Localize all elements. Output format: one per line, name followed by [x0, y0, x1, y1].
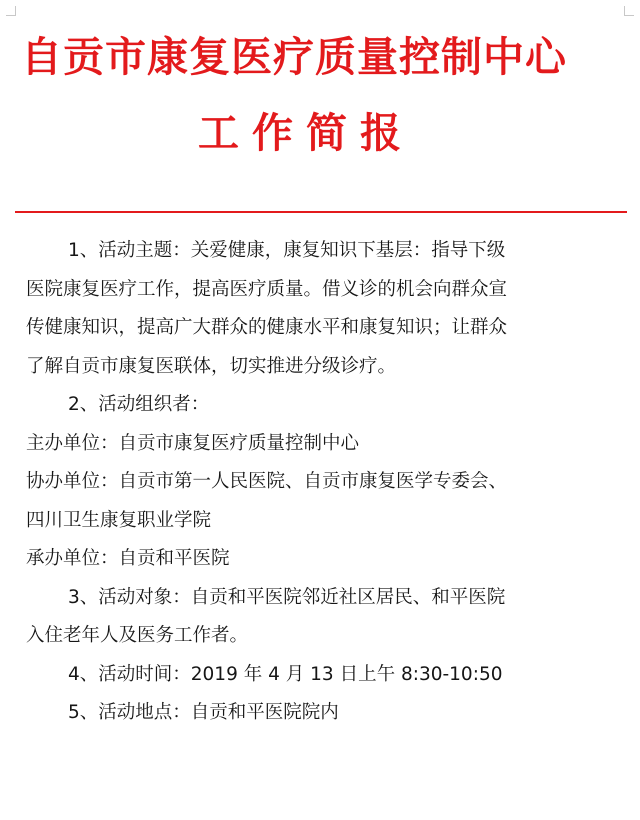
activity-theme-line: 传健康知识，提高广大群众的健康水平和康复知识；让群众	[26, 317, 508, 338]
crop-mark-top-left-icon	[6, 6, 16, 16]
co-host-line: 协办单位：自贡市第一人民医院、自贡市康复医学专委会、	[26, 471, 508, 492]
co-host-line: 四川卫生康复职业学院	[26, 509, 212, 531]
bulletin-body	[26, 232, 610, 733]
report-title-organization: 自贡市康复医疗质量控制中心	[21, 33, 567, 81]
crop-mark-top-right-icon	[624, 6, 634, 16]
undertaker-unit-line: 承办单位：自贡和平医院	[26, 548, 230, 569]
activity-time-line: 4、活动时间：2019 年 4 月 13 日上午 8:30-10:50	[68, 663, 503, 685]
co-host-paragraph	[26, 463, 610, 540]
report-title-bulletin: 工作简报	[198, 109, 414, 157]
activity-theme-paragraph	[26, 232, 610, 386]
host-unit-line: 主办单位：自贡市康复医疗质量控制中心	[26, 432, 360, 454]
audience-line: 3、活动对象：自贡和平医院邻近社区居民、和平医院	[68, 586, 506, 608]
activity-theme-line: 了解自贡市康复医联体，切实推进分级诊疗。	[26, 355, 397, 377]
red-divider-rule	[15, 211, 627, 213]
activity-location-line: 5、活动地点：自贡和平医院院内	[68, 702, 339, 723]
activity-theme-line: 1、活动主题：关爱健康，康复知识下基层：指导下级	[68, 240, 506, 261]
audience-line: 入住老年人及医务工作者。	[26, 625, 249, 646]
organizers-heading: 2、活动组织者：	[68, 394, 210, 415]
audience-paragraph	[26, 579, 610, 656]
activity-theme-line: 医院康复医疗工作，提高医疗质量。借义诊的机会向群众宣	[26, 278, 508, 300]
